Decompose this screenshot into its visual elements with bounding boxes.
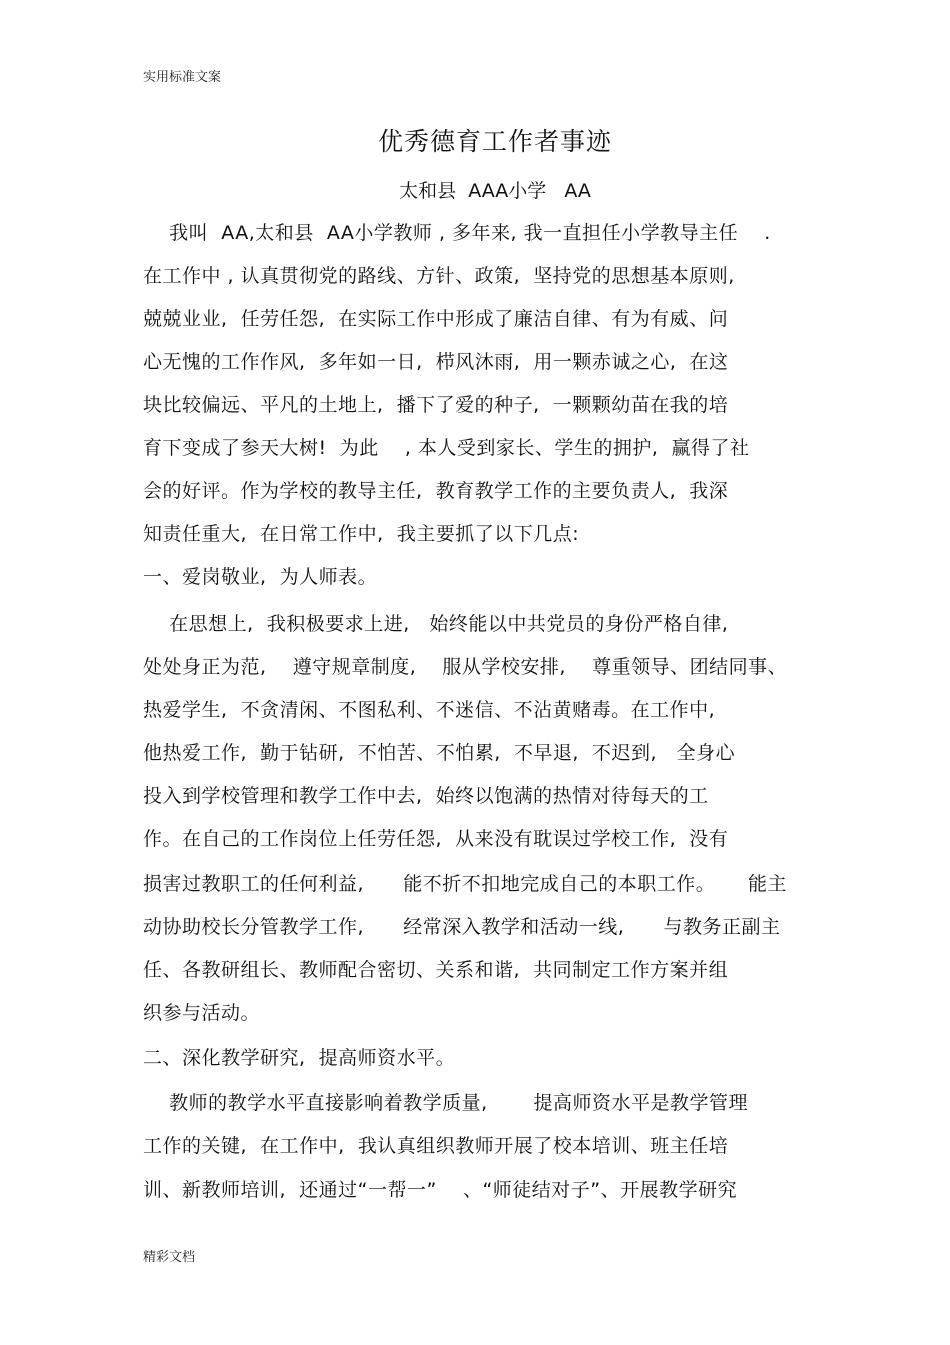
body-line: 在工作中 , 认真贯彻党的路线、方针、政策, 坚持党的思想基本原则, xyxy=(143,265,735,287)
body-line: 工作的关键, 在工作中, 我认真组织教师开展了校本培训、班主任培 xyxy=(143,1135,729,1157)
body-line: 知责任重大, 在日常工作中, 我主要抓了以下几点: xyxy=(143,523,580,545)
body-line: 他热爱工作, 勤于钻研, 不怕苦、不怕累, 不早退, 不迟到, 全身心 xyxy=(143,742,736,764)
page-footer-label: 精彩文档 xyxy=(143,1250,196,1265)
section-heading: 二、深化教学研究, 提高师资水平。 xyxy=(143,1047,456,1069)
body-line: 任、各教研组长、教师配合密切、关系和谐, 共同制定工作方案并组 xyxy=(143,959,729,981)
body-line: 育下变成了参天大树! 为此 , 本人受到家长、学生的拥护, 赢得了社 xyxy=(143,437,750,459)
body-line: 教师的教学水平直接影响着教学质量, 提高师资水平是教学管理 xyxy=(143,1092,748,1114)
body-line: 在思想上, 我积极要求上进, 始终能以中共党员的身份严格自律, xyxy=(143,613,729,635)
body-line: 处处身正为范, 遵守规章制度, 服从学校安排, 尊重领导、团结同事、 xyxy=(143,656,788,678)
body-line: 动协助校长分管教学工作, 经常深入教学和活动一线, 与教务正副主 xyxy=(143,916,781,938)
body-line: 织参与活动。 xyxy=(143,1002,261,1024)
body-line: 作。在自己的工作岗位上任劳任怨, 从来没有耽误过学校工作, 没有 xyxy=(143,828,729,850)
body-line: 块比较偏远、平凡的土地上, 播下了爱的种子, 一颗颗幼苗在我的培 xyxy=(143,394,729,416)
page-header-label: 实用标准文案 xyxy=(143,70,222,85)
document-title: 优秀德育工作者事迹 xyxy=(377,127,612,156)
body-line: 心无愧的工作作风, 多年如一日, 栉风沐雨, 用一颗赤诚之心, 在这 xyxy=(143,351,729,373)
body-line: 训、新教师培训, 还通过“一帮一” 、“师徒结对子”、开展教学研究 xyxy=(143,1179,738,1201)
body-line: 兢兢业业, 任劳任怨, 在实际工作中形成了廉洁自律、有为有威、问 xyxy=(143,308,729,330)
body-line: 我叫 AA,太和县 AA小学教师 , 多年来, 我一直担任小学教导主任 . xyxy=(143,222,771,244)
body-line: 损害过教职工的任何利益, 能不折不扣地完成自己的本职工作。 能主 xyxy=(143,873,787,895)
body-line: 热爱学生, 不贪清闲、不图私利、不迷信、不沾黄赌毒。在工作中, xyxy=(143,699,716,721)
body-line: 会的好评。作为学校的教导主任, 教育教学工作的主要负责人, 我深 xyxy=(143,480,729,502)
document-subtitle: 太和县 AAA小学 AA xyxy=(399,180,591,202)
section-heading: 一、爱岗敬业, 为人师表。 xyxy=(143,566,378,588)
body-line: 投入到学校管理和教学工作中去, 始终以饱满的热情对待每天的工 xyxy=(143,785,709,807)
